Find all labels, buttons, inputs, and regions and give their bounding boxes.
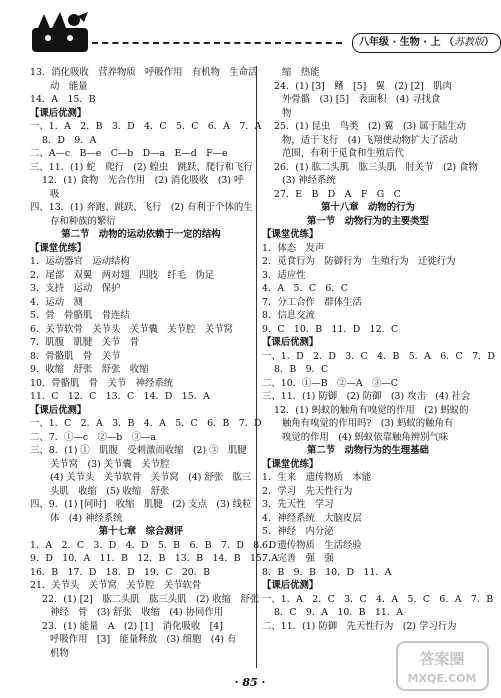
answer-line: 23．(1) 能量 A (2) [1] 消化吸收 [4] <box>42 620 223 632</box>
answer-line: 外骨骼 (3) [5] 表面积 (4) 寻找食 <box>282 94 441 105</box>
grade-label: 八年级 <box>359 37 389 48</box>
page-header <box>0 0 500 62</box>
answer-line: 9．D 10．A 11．B 12．B 13．B 14．B 15．A <box>30 553 279 564</box>
answer-line: 四、9．(1) [同时] 收缩 肌腱 (2) 支点 (3) 线粒 <box>30 499 252 510</box>
answer-line: 27．E B D A F G C <box>274 188 401 200</box>
answer-line: 8．B 9．B 10．D 11．A <box>262 566 392 578</box>
answer-line: 缩 热能 <box>282 67 320 78</box>
edition-label: 苏教版 <box>454 37 485 48</box>
answer-line: 8．D 9．A <box>42 134 97 146</box>
answer-line: 存和种族的繁衍 <box>50 215 116 227</box>
answer-line: 三、11．(1) 防御 (2) 防御 (3) 攻击 (4) 社会 <box>262 391 471 402</box>
answer-line: 一、1．C 2．A 3．B 4．A 5．C 6．B 7．D <box>30 418 262 429</box>
answer-line: 四、13．(1) 奔跑、跳跃、飞行 (2) 有利于个体的生 <box>30 202 253 213</box>
answer-line: 7．分工合作 群体生活 <box>262 296 362 308</box>
mascot-logo-icon <box>30 10 92 56</box>
book-tag: 八年级 · 生物 · 上 （苏教版） <box>352 33 501 53</box>
answer-line: 头肌 收缩 (5) 收缩 舒张 <box>50 485 170 497</box>
answer-line: 一、1．A 2．C 3．C 4．A 5．C 6．A 7．B <box>262 593 494 605</box>
answer-line: 12．(1) 蚂蚁的触角有嗅觉的作用 (2) 蚂蚁的 <box>274 404 469 416</box>
answer-line: 25．(1) 昆虫 鸟类 (2) 翼 (3) 属于陆生动 <box>274 121 466 132</box>
answer-line: 2．学习 先天性行为 <box>262 485 353 497</box>
volume-label: 上 <box>430 37 441 48</box>
answer-line: 11．C 12．C 13．C 14．D 15．A <box>30 391 210 402</box>
answer-line: 6．关节软骨 关节头 关节囊 关节腔 关节窝 <box>30 323 233 335</box>
answer-line: 1．体态 发声 <box>262 242 325 254</box>
answer-line: 22．(1) [2] 肱二头肌 肱三头肌 (2) 收缩 舒张 <box>42 593 260 605</box>
section-heading: 【课堂优练】 <box>30 242 87 254</box>
section-heading: 【课堂优练】 <box>262 458 319 470</box>
answer-line: 10．骨骼肌 骨 关节 神经系统 <box>30 377 174 389</box>
answer-line: 1．A 2．C 3．D 4．D 5．B 6．B 7．D 8．D <box>30 539 277 551</box>
answer-line: 二、A—c B—e C—b D—a E—d F—e <box>30 148 228 159</box>
answer-line: 4．神经系统 大脑皮层 <box>262 512 362 524</box>
page-number: · 85 · <box>234 676 266 689</box>
chapter-title: 第一节 动物行为的主要类型 <box>307 215 429 227</box>
answer-line: 吸 <box>50 188 60 200</box>
answer-line: 三、11．(1) 蛇 爬行 (2) 蝗虫 跳跃、爬行和飞行 <box>30 161 253 173</box>
answer-column-left <box>30 66 279 660</box>
answer-line: 9．C 10．B 11．D 12．C <box>262 323 399 335</box>
answer-line: 13．消化吸收 营养物质 呼吸作用 有机物 生命活 <box>30 67 258 78</box>
answer-line: 16．B 17．D 18．D 19．C 20．B <box>30 566 211 578</box>
answer-line: 呼吸作用 [3] 能量释放 (3) 细胞 (4) 有 <box>50 634 237 645</box>
answer-line: 神经 骨 (3) 舒张 收缩 (4) 协同作用 <box>50 607 224 618</box>
answer-line: 1．生来 遗传物质 本能 <box>262 472 372 483</box>
section-heading: 【课后优测】 <box>30 107 87 119</box>
answer-line: 12．(1) 食物 光合作用 (2) 消化吸收 (3) 呼 <box>42 175 244 186</box>
section-heading: 【课后优测】 <box>262 337 319 348</box>
answer-line: 9．收缩 舒张 舒张 收缩 <box>30 364 149 375</box>
answer-line: 24．(1) [3] 鳍 [5] 翼 (2) [2] 肌肉 <box>274 80 453 92</box>
answer-line: 5．神经 内分泌 <box>262 526 334 537</box>
header-dash-rule <box>92 42 342 44</box>
watermark-stamp <box>395 640 490 692</box>
answer-line: 物 <box>282 107 292 119</box>
section-heading: 【课堂优练】 <box>262 229 319 240</box>
answer-line: 物，适于飞行 (4) 飞翔使动物扩大了活动 <box>282 134 458 146</box>
svg-text:MXQE.COM: MXQE.COM <box>407 672 477 685</box>
answer-line: 二、11．(1) 防御 先天性行为 (2) 学习行为 <box>262 620 457 632</box>
answer-line: 2．尾部 双翼 两对翅 四肢 纤毛 伪足 <box>30 269 215 281</box>
answer-line: 机物 <box>50 647 69 659</box>
answer-line: 8．信息交流 <box>262 310 315 321</box>
answer-line: 4．运动 测 <box>30 296 83 308</box>
answer-line: 嗅觉的作用 (4) 蚂蚁依靠触角辨别气味 <box>282 431 449 443</box>
answer-line: (4) 关节头 关节软骨 关节窝 (4) 舒张 肱三 <box>50 472 252 483</box>
answer-line: 1．运动器官 运动结构 <box>30 256 130 267</box>
answer-line: 动 能量 <box>50 80 88 92</box>
answer-line: 5．骨 骨骼肌 骨连结 <box>30 310 130 321</box>
answer-line: (3) 神经系统 <box>282 175 336 186</box>
chapter-title: 第十八章 动物的行为 <box>321 202 415 213</box>
answer-line: 8．B 9．C <box>274 364 329 375</box>
answer-line: 7．肌腹 肌腱 关节 骨 <box>30 337 140 348</box>
answer-line: 关节窝 (3) 关节囊 关节腔 <box>50 458 170 470</box>
answer-column-right <box>262 66 495 633</box>
section-heading: 【课后优测】 <box>30 404 87 416</box>
answer-line: 8．C 9．A 10．B 11．A <box>274 607 404 618</box>
answer-line: 触角有嗅觉的作用吗? (3) 蚂蚁的触角有 <box>282 418 454 429</box>
chapter-title: 第二节 动物行为的生理基础 <box>307 445 429 456</box>
answer-line: 3．支持 运动 保护 <box>30 283 121 294</box>
answer-line: 二、10．①—B ②—A ③—C <box>262 377 398 389</box>
answer-line: 8．骨骼肌 骨 关节 <box>30 350 121 362</box>
answer-line: 3．适应性 <box>262 269 306 281</box>
answer-line: 3．先天性 学习 <box>262 499 334 510</box>
answer-line: 一、1．D 2．D 3．C 4．B 5．A 6．C 7．D <box>262 350 495 362</box>
answer-line: 三、8．(1) ① 肌腹 受刺激而收缩 (2) ③ 肌腱 <box>30 445 247 456</box>
answer-line: 4．A 5．C 6．C <box>262 283 348 294</box>
subject-label: 生物 <box>399 37 420 48</box>
answer-line: 2．觅食行为 防御行为 生殖行为 迁徙行为 <box>262 256 456 267</box>
answer-line: 6．遗传物质 生活经验 <box>262 539 362 551</box>
answer-line: 范围，有利于觅食和生殖后代 <box>282 148 404 159</box>
answer-line: 二、7．①—c ②—b ③—a <box>30 431 156 443</box>
answer-line: 7．完善 强 强 <box>262 553 334 564</box>
column-divider <box>256 66 257 668</box>
answer-line: 21．关节头 关节窝 关节腔 关节软骨 <box>30 580 202 591</box>
svg-text:答案圈: 答案圈 <box>419 650 465 668</box>
answer-line: 14．A 15．B <box>30 94 96 105</box>
chapter-title: 第十七章 综合测评 <box>98 526 184 537</box>
answer-line: 体 (4) 神经系统 <box>50 512 123 524</box>
answer-line: 一、1．A 2．B 3．D 4．C 5．C 6．A 7．A <box>30 121 262 132</box>
answer-line: 26．(1) 肱二头肌 肱三头肌 肘关节 (2) 食物 <box>274 161 478 173</box>
section-heading: 【课后优测】 <box>262 580 319 591</box>
chapter-title: 第二节 动物的运动依赖于一定的结构 <box>61 229 221 240</box>
